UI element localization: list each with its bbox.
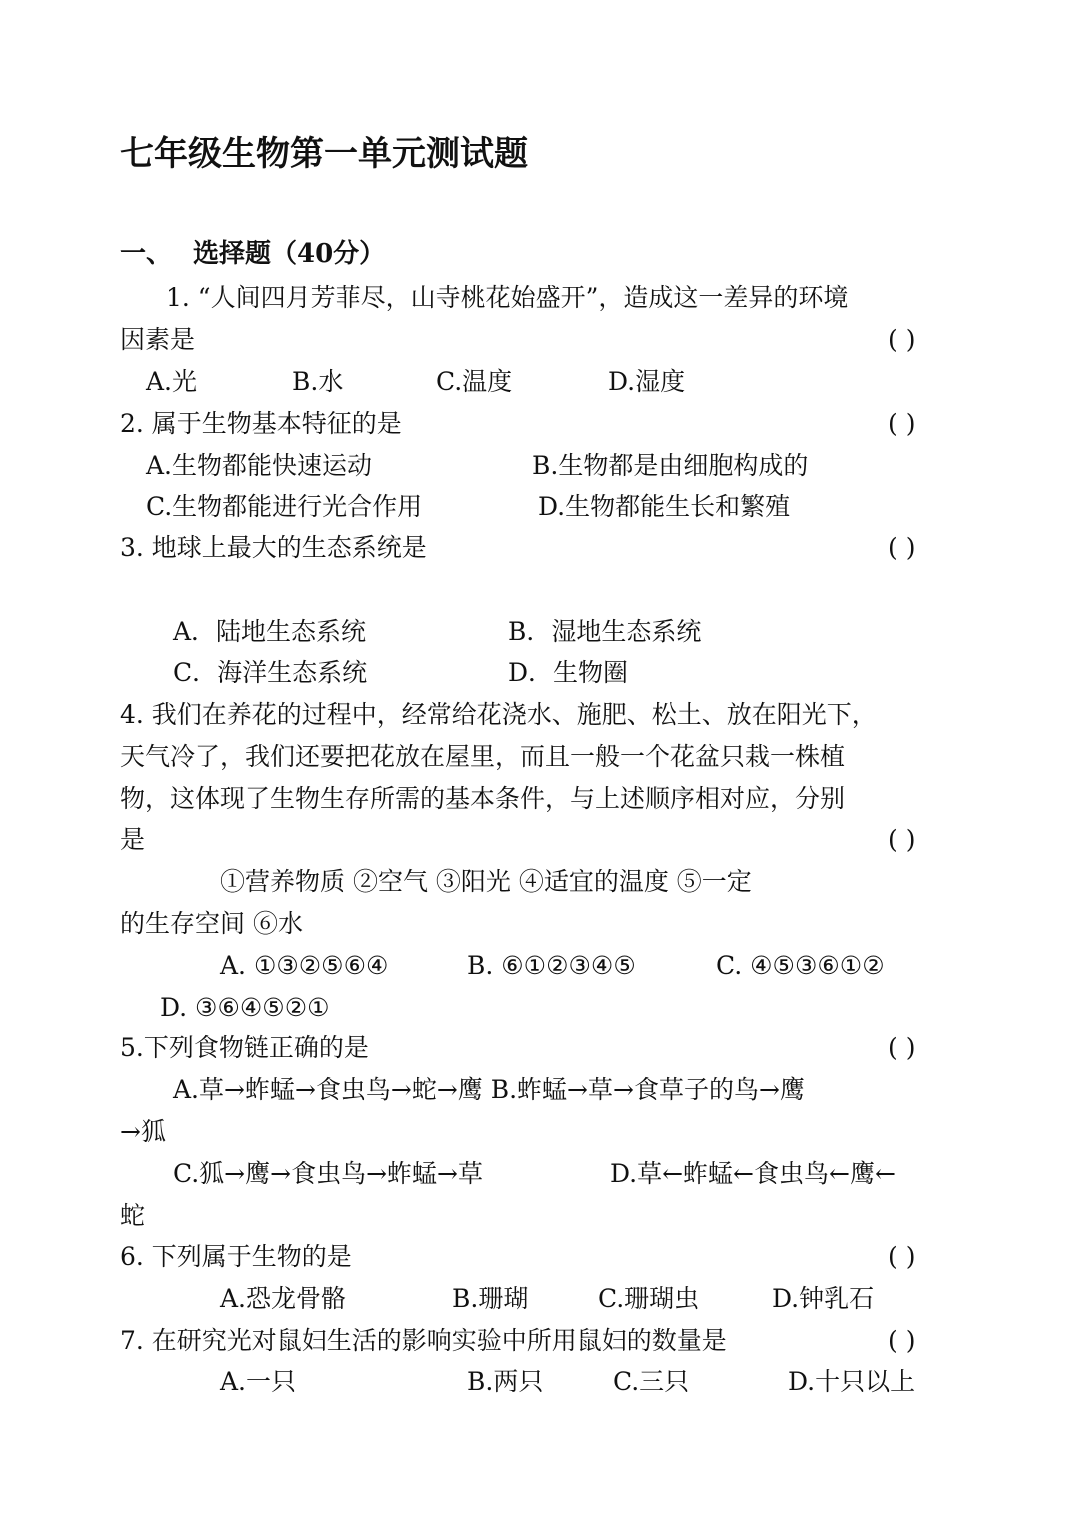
question-7-stem: 7. 在研究光对鼠妇生活的影响实验中所用鼠妇的数量是 xyxy=(120,1326,727,1355)
page-title: 七年级生物第一单元测试题 xyxy=(120,134,528,174)
question-1-option-d: D.湿度 xyxy=(608,367,686,396)
question-5-option-c: C.狐→鹰→食虫鸟→蚱蜢→草 xyxy=(173,1159,483,1188)
question-1-option-a: A.光 xyxy=(146,367,198,396)
question-3-answer-paren: ( ) xyxy=(888,533,916,562)
question-5-stem: 5.下列食物链正确的是 xyxy=(120,1033,369,1062)
question-6-option-d: D.钟乳石 xyxy=(772,1284,875,1313)
question-6-answer-paren: ( ) xyxy=(888,1242,916,1271)
question-2-option-d: D.生物都能生长和繁殖 xyxy=(538,492,791,521)
question-7-option-a: A.一只 xyxy=(220,1367,297,1396)
question-4-items-line-1: ①营养物质 ②空气 ③阳光 ④适宜的温度 ⑤一定 xyxy=(220,867,752,896)
question-1-line-1: 1. “人间四月芳菲尽，山寺桃花始盛开”，造成这一差异的环境 xyxy=(166,283,849,312)
question-7-option-b: B.两只 xyxy=(467,1367,544,1396)
question-3-option-a: A．陆地生态系统 xyxy=(173,617,367,646)
section-title: 选择题（40分） xyxy=(193,239,386,269)
question-5-options-ab: A.草→蚱蜢→食虫鸟→蛇→鹰 B.蚱蜢→草→食草子的鸟→鹰 xyxy=(173,1075,805,1104)
question-6-option-c: C.珊瑚虫 xyxy=(598,1284,700,1313)
question-4-option-b: B. ⑥①②③④⑤ xyxy=(467,951,636,980)
question-3-stem: 3. 地球上最大的生态系统是 xyxy=(120,533,427,562)
question-6-stem: 6. 下列属于生物的是 xyxy=(120,1242,352,1271)
question-7-option-d: D.十只以上 xyxy=(788,1367,916,1396)
question-1-answer-paren: ( ) xyxy=(888,325,916,354)
question-7-answer-paren: ( ) xyxy=(888,1326,916,1355)
question-4-line-2: 天气冷了，我们还要把花放在屋里，而且一般一个花盆只栽一株植 xyxy=(120,742,846,771)
question-4-option-a: A. ①③②⑤⑥④ xyxy=(220,951,389,980)
question-1-option-b: B.水 xyxy=(292,367,344,396)
question-4-line-1: 4. 我们在养花的过程中，经常给花浇水、施肥、松土、放在阳光下， xyxy=(120,700,877,729)
question-3-option-d: D．生物圈 xyxy=(508,658,629,687)
question-2-option-b: B.生物都是由细胞构成的 xyxy=(532,451,809,480)
question-1-option-c: C.温度 xyxy=(436,367,513,396)
question-2-option-a: A.生物都能快速运动 xyxy=(146,451,373,480)
question-2-option-c: C.生物都能进行光合作用 xyxy=(146,492,423,521)
question-5-answer-paren: ( ) xyxy=(888,1033,916,1062)
question-5-option-d: D.草←蚱蜢←食虫鸟←鹰← xyxy=(610,1159,896,1188)
question-4-line-3: 物，这体现了生物生存所需的基本条件，与上述顺序相对应，分别 xyxy=(120,784,846,813)
section-number: 一、 xyxy=(120,239,173,269)
question-4-answer-paren: ( ) xyxy=(888,825,916,854)
question-4-option-d: D. ③⑥④⑤②① xyxy=(160,993,330,1022)
question-3-option-c: C．海洋生态系统 xyxy=(173,658,368,687)
question-6-option-a: A.恐龙骨骼 xyxy=(220,1284,347,1313)
question-3-option-b: B．湿地生态系统 xyxy=(508,617,702,646)
question-6-option-b: B.珊瑚 xyxy=(452,1284,529,1313)
question-7-option-c: C.三只 xyxy=(613,1367,690,1396)
question-5-option-d-continued: 蛇 xyxy=(120,1201,146,1230)
question-4-option-c: C. ④⑤③⑥①② xyxy=(716,951,885,980)
question-4-items-line-2: 的生存空间 ⑥水 xyxy=(120,909,303,938)
question-1-line-2: 因素是 xyxy=(120,325,196,354)
question-5-options-ab-continued: →狐 xyxy=(120,1117,166,1146)
question-2-answer-paren: ( ) xyxy=(888,409,916,438)
question-4-line-4: 是 xyxy=(120,825,146,854)
question-2-stem: 2. 属于生物基本特征的是 xyxy=(120,409,402,438)
